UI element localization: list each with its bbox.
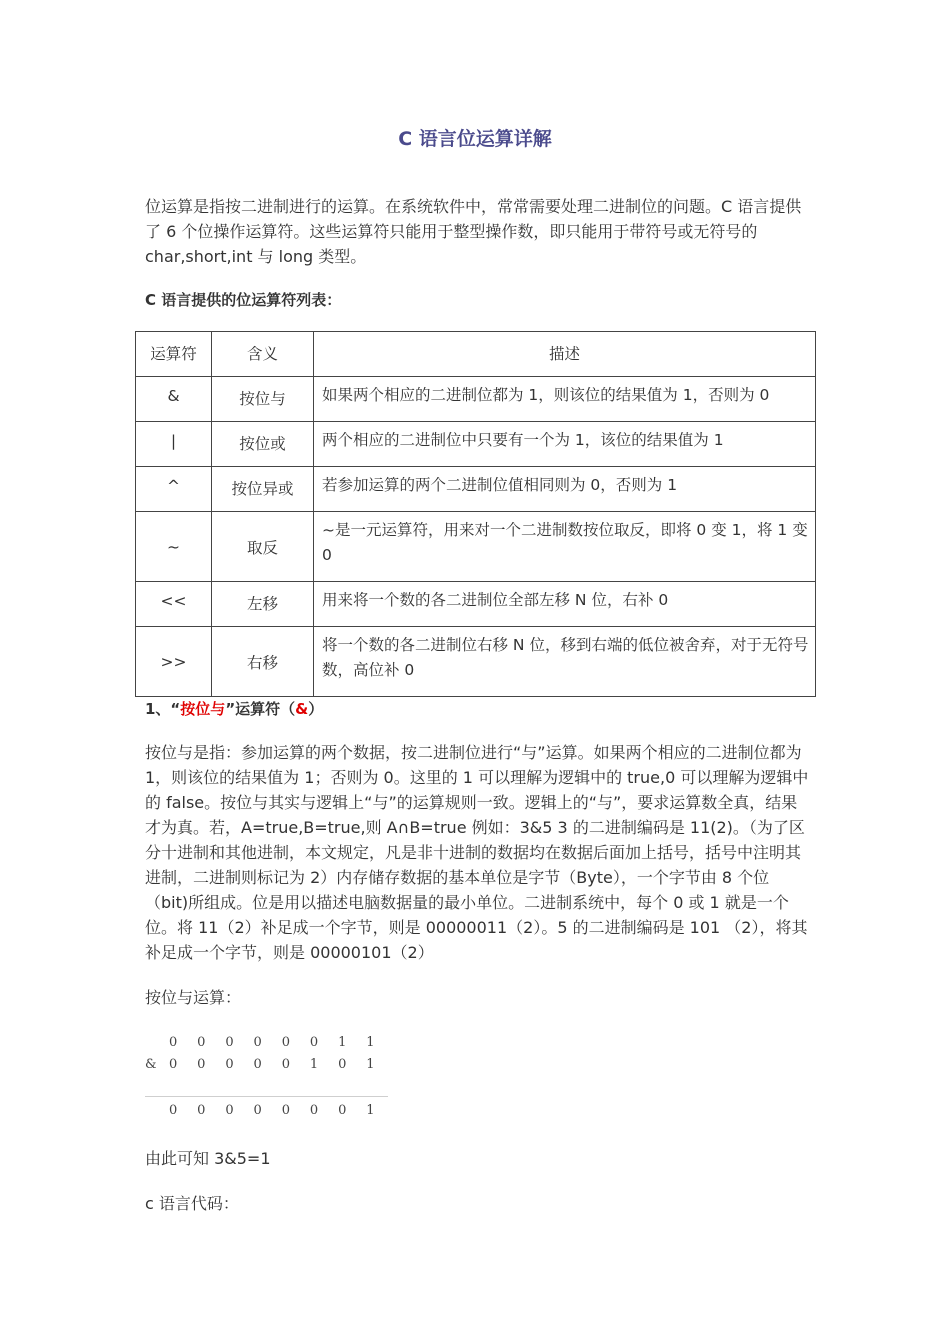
bit: 0 <box>309 1103 319 1118</box>
section-suffix: ） <box>308 700 324 718</box>
section-operator-symbol: & <box>295 700 309 718</box>
bit: 0 <box>197 1035 206 1050</box>
bit: 0 <box>225 1103 234 1118</box>
bit: 1 <box>338 1035 347 1050</box>
operator-table <box>135 331 816 697</box>
page-title: C 语言位运算详解 <box>398 128 552 150</box>
header-operator: 运算符 <box>150 345 197 363</box>
bit: 0 <box>309 1035 319 1050</box>
code-label: c 语言代码： <box>145 1194 239 1213</box>
operator-description: 将一个数的各二进制位右移 N 位，移到右端的低位被舍弃，对于无符号数，高位补 0 <box>322 636 809 679</box>
bit: 0 <box>281 1057 290 1072</box>
conclusion: 由此可知 3&5=1 <box>145 1149 271 1168</box>
calc-label: 按位与运算： <box>145 988 242 1007</box>
bit: 1 <box>366 1035 375 1050</box>
operator-meaning: 按位与 <box>239 390 286 408</box>
bit: 0 <box>225 1035 234 1050</box>
bit: 1 <box>309 1057 319 1072</box>
operator-symbol: & <box>167 387 180 405</box>
calc-row-1 <box>145 1035 385 1050</box>
operator-symbol: >> <box>160 652 187 671</box>
table-row <box>136 422 816 467</box>
table-heading: C 语言提供的位运算符列表： <box>145 291 342 309</box>
operator-meaning: 右移 <box>246 653 278 672</box>
bit: 0 <box>338 1057 347 1072</box>
calc-row-2 <box>145 1057 385 1072</box>
operator-meaning: 左移 <box>246 595 278 613</box>
bit: 0 <box>253 1103 262 1118</box>
bit: 0 <box>197 1057 206 1072</box>
section-heading <box>145 698 323 719</box>
header-description: 描述 <box>548 345 580 363</box>
operator-symbol: ~ <box>167 537 180 556</box>
intro-paragraph: 位运算是指按二进制进行的运算。在系统软件中，常常需要处理二进制位的问题。C 语言提供了 6 个位操作运算符。这些运算符只能用于整型操作数，即只能用于带符号或无符号的 char,short,int 与 long 类型。 <box>145 197 802 266</box>
section-prefix: 1、“ <box>145 700 181 718</box>
header-meaning: 含义 <box>246 345 278 363</box>
operator-symbol: | <box>170 432 177 450</box>
operator-description: 若参加运算的两个二进制位值相同则为 0，否则为 1 <box>322 476 678 494</box>
operator-description: ~是一元运算符，用来对一个二进制数按位取反，即将 0 变 1，将 1 变 0 <box>322 521 808 564</box>
table-header-row <box>136 332 816 377</box>
section-operator-name: 按位与 <box>180 700 226 718</box>
bit: 0 <box>253 1057 262 1072</box>
bit: 0 <box>168 1035 178 1050</box>
operator-symbol: ^ <box>167 477 180 495</box>
bit: 0 <box>338 1103 347 1118</box>
table-row <box>136 377 816 422</box>
table-row <box>136 512 816 582</box>
bit: 0 <box>197 1103 206 1118</box>
table-row <box>136 627 816 697</box>
operator-symbol: << <box>160 592 187 610</box>
operator-description: 两个相应的二进制位中只要有一个为 1，该位的结果值为 1 <box>322 431 724 449</box>
operator-description: 如果两个相应的二进制位都为 1，则该位的结果值为 1，否则为 0 <box>322 386 770 404</box>
operator-description: 用来将一个数的各二进制位全部左移 N 位，右补 0 <box>322 591 669 609</box>
bit: 1 <box>366 1057 375 1072</box>
bit: 0 <box>168 1057 178 1072</box>
operator-meaning: 取反 <box>246 538 278 557</box>
operator-meaning: 按位或 <box>239 435 286 453</box>
table-row <box>136 467 816 512</box>
bit: 1 <box>366 1103 375 1118</box>
table-row <box>136 582 816 627</box>
section-middle: ”运算符（ <box>225 700 296 718</box>
bit: 0 <box>281 1035 290 1050</box>
calc-divider <box>145 1096 388 1097</box>
calc-result-row <box>145 1103 385 1118</box>
bit: 0 <box>281 1103 290 1118</box>
calc-operator: & <box>145 1057 157 1072</box>
bit: 0 <box>225 1057 234 1072</box>
section-body: 按位与是指：参加运算的两个数据，按二进制位进行“与”运算。如果两个相应的二进制位都为 1，则该位的结果值为 1；否则为 0。这里的 1 可以理解为逻辑中的 true,0 可以理解为逻辑中的 false。按位与其实与逻辑上“与”的运算规则一致。逻辑上的“与”，要求运算数全真，结果才为真。若，A=true,B=true,则 A∩B=true 例如：3&5 3 的二进制编码是 11(2)。（为了区分十进制和其他进制，本文规定，凡是非十进制的数据均在数据后面加上括号，括号中注明其进制，二进制则标记为 2）内存储存数据的基本单位是字节（Byte），一个字节由 8 个位（bit)所组成。位是用以描述电脑数据量的最小单位。二进制系统中，每个 0 或 1 就是一个位。将 11（2）补足成一个字节，则是 00000011（2）。5 的二进制编码是 101 （2），将其补足成一个字节，则是 00000101（2） <box>145 743 809 962</box>
bit: 0 <box>168 1103 178 1118</box>
bit: 0 <box>253 1035 262 1050</box>
operator-meaning: 按位异或 <box>231 480 294 498</box>
